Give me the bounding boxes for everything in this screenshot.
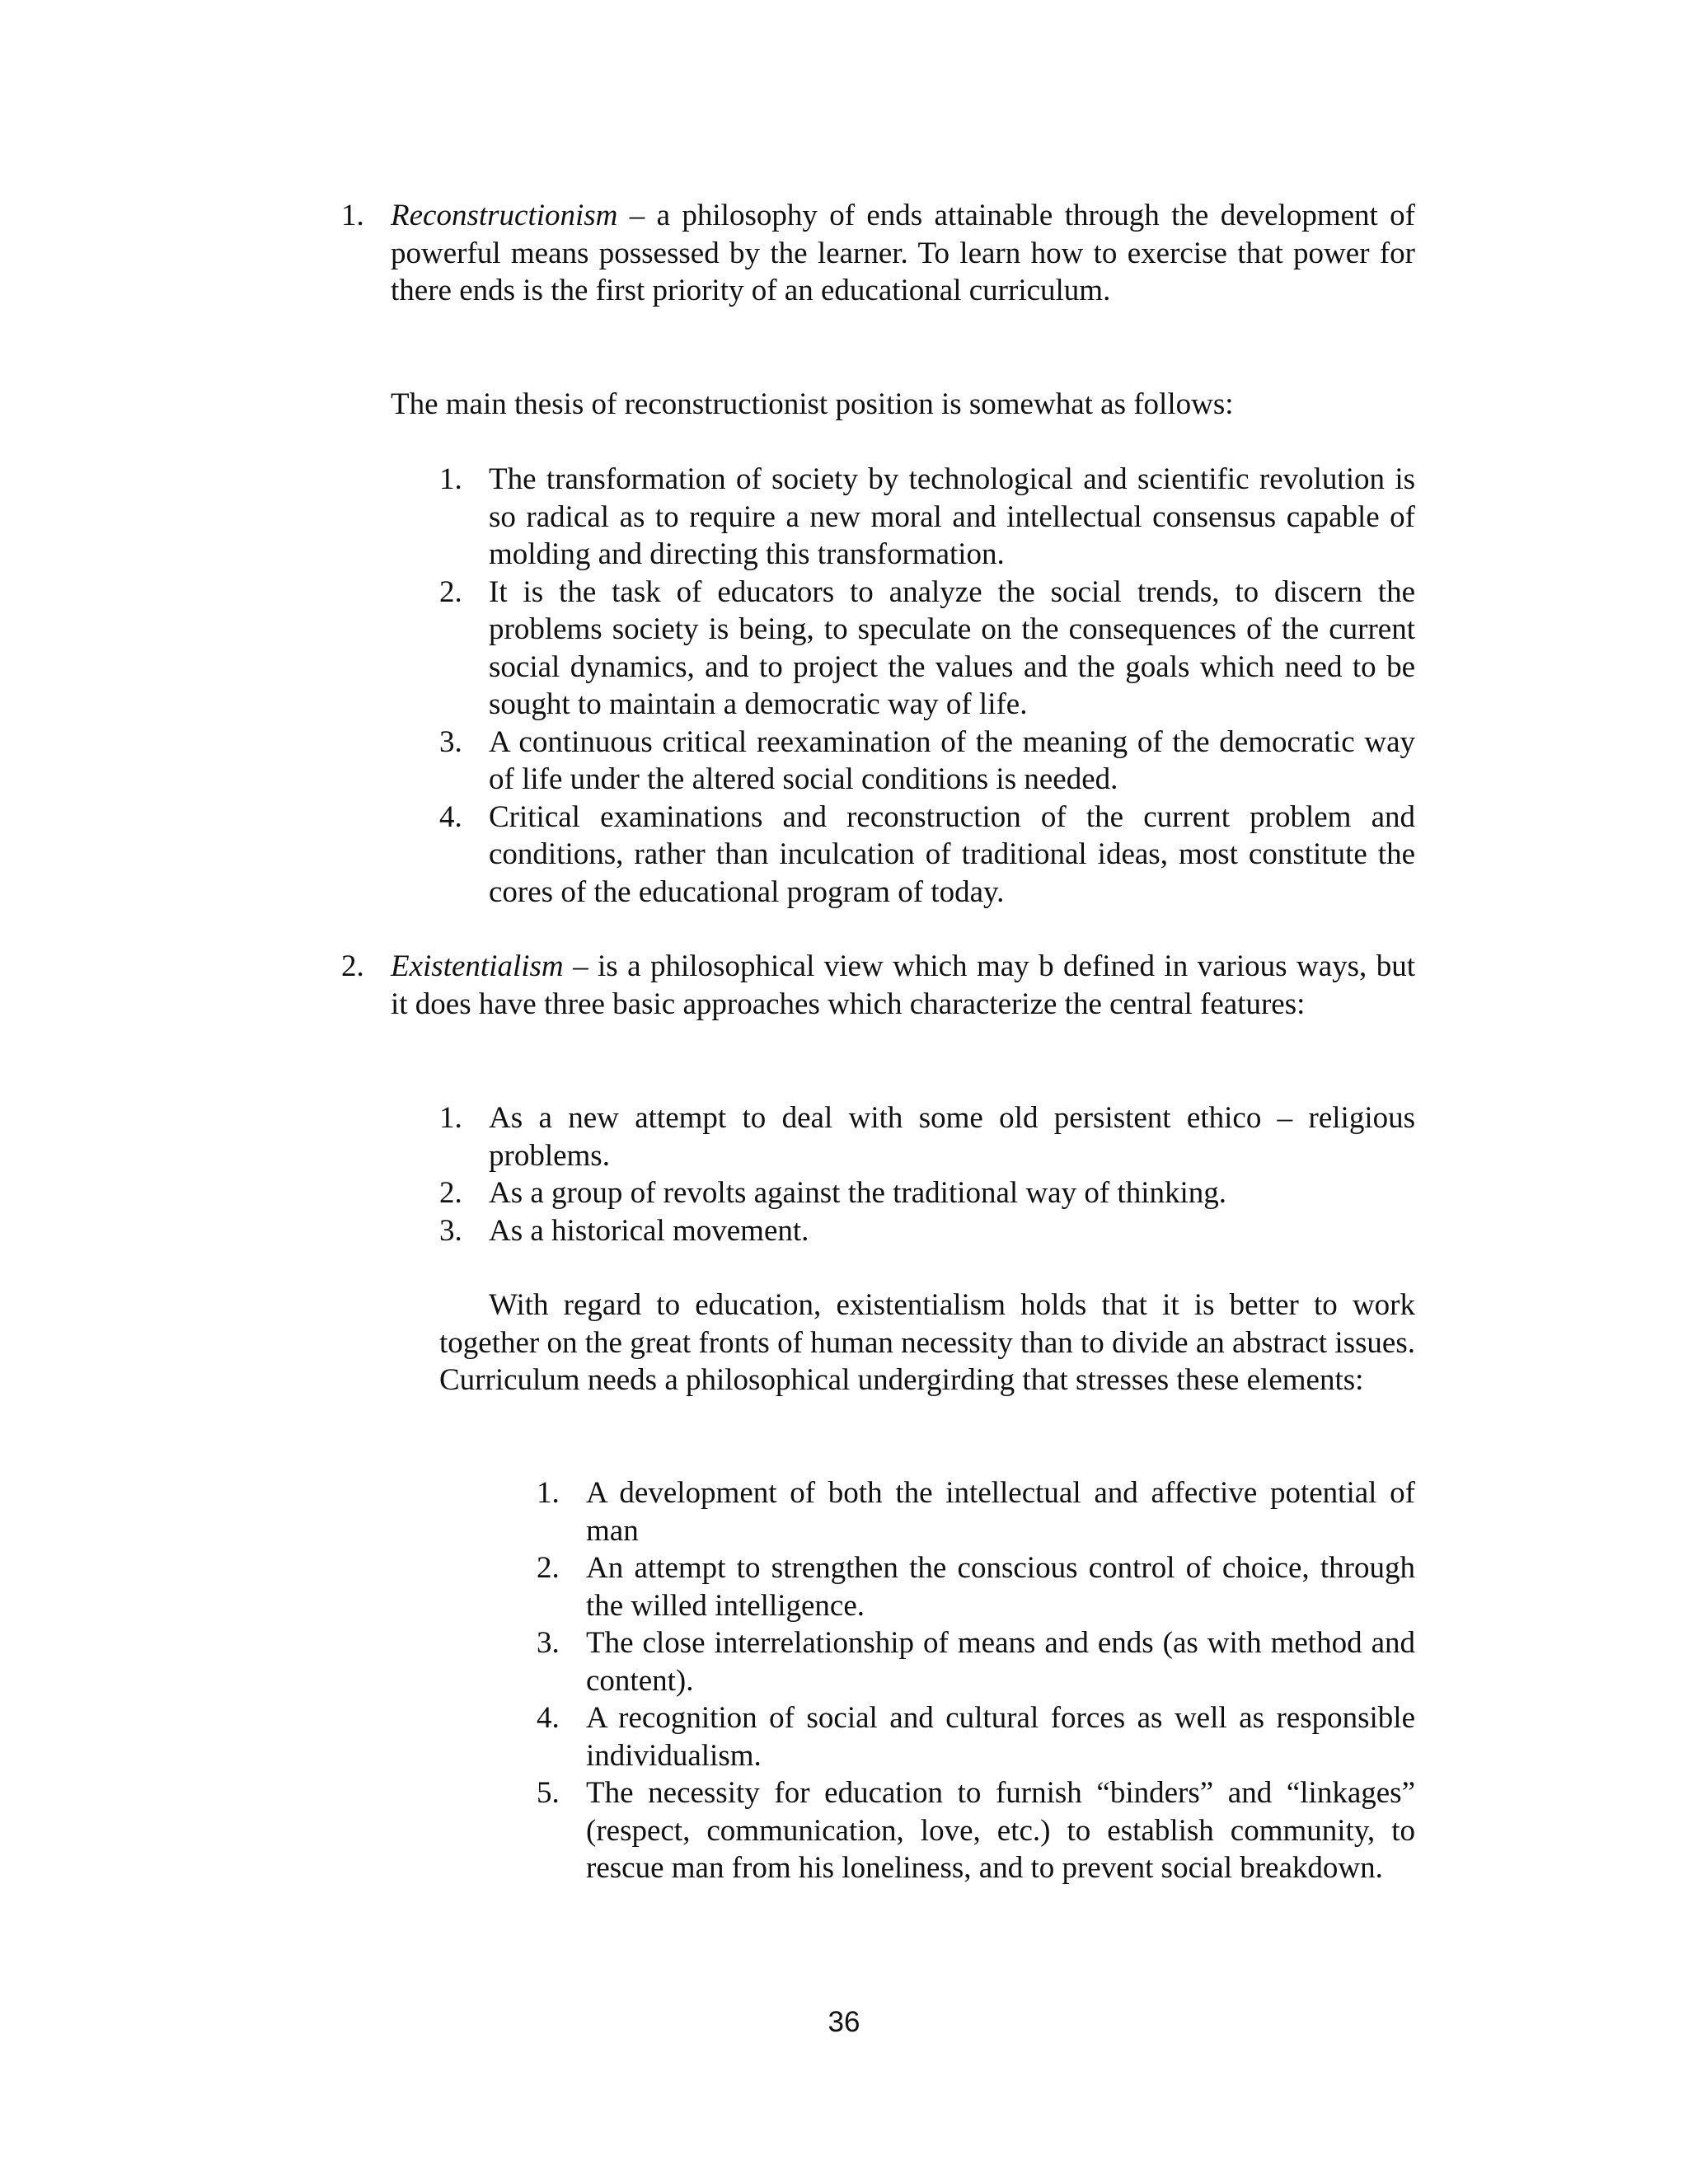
list-item [537,1549,1415,1624]
list-item [439,1212,1415,1250]
list-item-text: It is the task of educators to analyze the social trends, to discern the problems society is being, to speculate on the consequences of the current social dynamics, and to project the values and the goals which need to be sought to maintain a democratic way of life. [489,574,1415,721]
list-item-number: 1. [537,1476,560,1510]
list-item [537,1474,1415,1549]
list-item-number: 3. [439,724,462,759]
list-item-text: The necessity for education to furnish “binders” and “linkages” (respect, communication, love, etc.) to establish community, to rescue man from his loneliness, and to prevent social breakdown. [586,1776,1415,1885]
list-item-number: 1. [439,462,462,496]
list-item [537,1774,1415,1887]
list-item-number: 3. [537,1626,560,1660]
list-item [439,799,1415,912]
list-item-number: 4. [439,799,462,834]
section-term: Existentialism [391,949,564,983]
list-item-number: 1. [439,1101,462,1135]
section-definition [391,948,1415,1023]
list-item-number: 4. [537,1701,560,1735]
section-term: Reconstructionism [391,199,618,232]
list-item-text: As a new attempt to deal with some old persistent ethico – religious problems. [489,1101,1415,1173]
list-item [439,574,1415,724]
list-item-text: The transformation of society by technological and scientific revolution is so radical as to require a new moral and intellectual consensus capable of molding and directing this transformation. [489,462,1415,571]
list-item [439,1174,1415,1212]
thesis-intro-text: The main thesis of reconstructionist position is somewhat as follows: [391,387,1234,421]
list-item-number: 5. [537,1776,560,1810]
definition-text: – a philosophy of ends attainable through the development of powerful means possessed by the learner. To learn how to exercise that power for there ends is the first priority of an educational curriculum. [391,199,1415,307]
list-item [537,1699,1415,1774]
education-paragraph-text: With regard to education, existentialism holds that it is better to work together on the great fronts of human necessity than to divide an abstract issues. Curriculum needs a philosophical undergirding that stresses these elements: [439,1288,1415,1397]
list-item-text: Critical examinations and reconstruction of the current problem and conditions, rather than inculcation of traditional ideas, most constitute the cores of the educational program of today. [489,799,1415,909]
list-item-number: 3. [439,1213,462,1248]
list-item-text: As a group of revolts against the traditional way of thinking. [489,1176,1227,1210]
list-item [439,1099,1415,1174]
list-item-text: The close interrelationship of means and ends (as with method and content). [586,1626,1415,1698]
list-item [537,1624,1415,1699]
list-item-number: 2. [439,574,462,609]
education-paragraph [439,1286,1415,1399]
thesis-intro [391,386,1415,424]
list-item-text: A continuous critical reexamination of the meaning of the democratic way of life under the altered social conditions is needed. [489,724,1415,796]
list-item [439,724,1415,799]
elements-list [537,1474,1415,1887]
section-number: 1. [341,199,364,232]
list-item-text: A development of both the intellectual and affective potential of man [586,1476,1415,1548]
page-number: 36 [828,2006,860,2038]
section-paragraph [341,197,1415,310]
section-paragraph [341,948,1415,1023]
approaches-list [439,1099,1415,1249]
list-item-text: A recognition of social and cultural forces as well as responsible individualism. [586,1701,1415,1773]
section-reconstructionism [341,197,1415,310]
list-item [439,461,1415,574]
definition-text: – is a philosophical view which may b defined in various ways, but it does have three basic approaches which characterize the central features: [391,949,1415,1021]
list-item-number: 2. [537,1551,560,1585]
list-item-text: An attempt to strengthen the conscious control of choice, through the willed intelligence. [586,1551,1415,1623]
list-item-text: As a historical movement. [489,1213,809,1248]
list-item-number: 2. [439,1176,462,1210]
section-number: 2. [341,949,364,983]
section-definition [391,197,1415,310]
section-existentialism [341,948,1415,1023]
thesis-list [439,461,1415,911]
